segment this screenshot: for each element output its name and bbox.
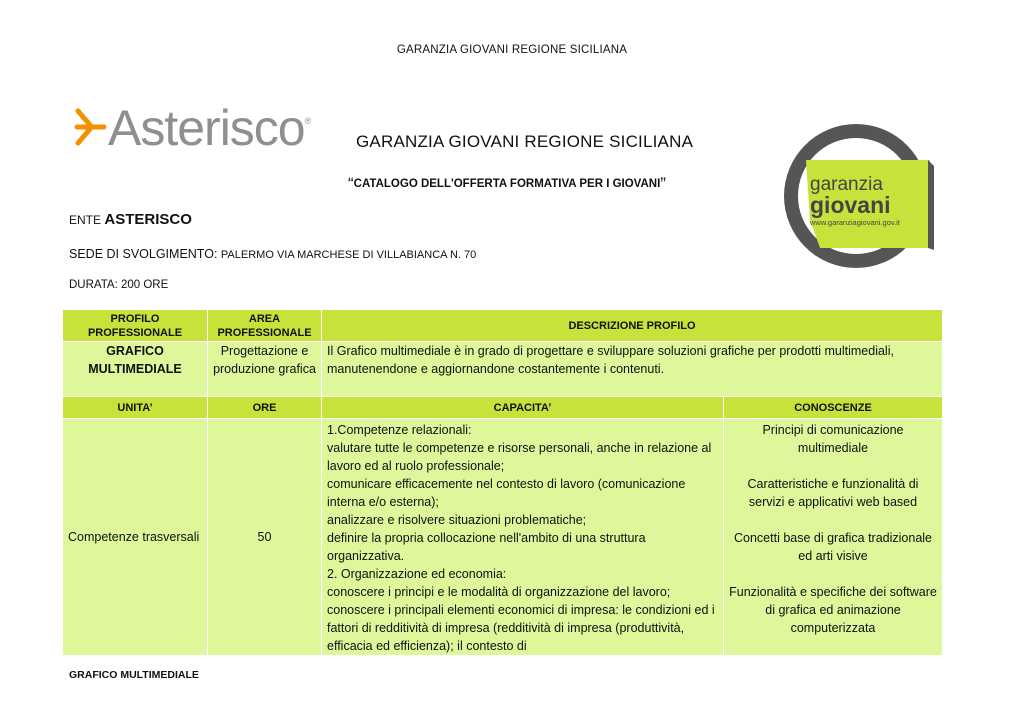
- conoscenze-item: Concetti base di grafica tradizionale ed arti visive: [733, 531, 933, 563]
- ore-header: ORE: [208, 397, 322, 419]
- course-table: [62, 309, 943, 656]
- running-header: GARANZIA GIOVANI REGIONE SICILIANA: [396, 44, 628, 56]
- page-title: GARANZIA GIOVANI REGIONE SICILIANA: [356, 132, 694, 151]
- area-cell: Progettazione e produzione grafica: [208, 342, 322, 397]
- profile-row: [63, 342, 943, 397]
- ente-label: ENTE: [69, 213, 102, 227]
- area-header: AREA PROFESSIONALE: [208, 310, 322, 342]
- catalog-subtitle: [348, 174, 666, 194]
- close-quote: ”: [660, 174, 666, 193]
- unita-cell: Competenze trasversali: [63, 419, 208, 656]
- capacita-line: conoscere i principali elementi economici di impresa: le condizioni ed i fattori di redditività di impresa (redditività di impresa (produttività, efficacia ed efficienza); il contesto di: [327, 603, 715, 653]
- descrizione-header: DESCRIZIONE PROFILO: [322, 310, 943, 342]
- capacita-header: CAPACITA’: [322, 397, 724, 419]
- garanzia-giovani-logo: [780, 120, 934, 272]
- capacita-line: analizzare e risolvere situazioni problematiche;: [327, 513, 587, 527]
- badge-line2: giovani: [810, 192, 891, 218]
- registered-mark: ®: [304, 116, 312, 126]
- sede-label: SEDE DI SVOLGIMENTO:: [69, 247, 218, 261]
- logo-wordmark: Asterisco: [108, 100, 305, 156]
- conoscenze-item: Funzionalità e specifiche dei software di grafica ed animazione computerizzata: [729, 585, 937, 635]
- ente-value: ASTERISCO: [104, 211, 192, 228]
- open-quote: “: [348, 174, 354, 193]
- profilo-header: PROFILO PROFESSIONALE: [63, 310, 208, 342]
- capacita-cell: [322, 419, 724, 656]
- capacita-line: 2. Organizzazione ed economia:: [327, 567, 507, 581]
- page-footer: GRAFICO MULTIMEDIALE: [69, 669, 199, 681]
- capacita-line: conoscere i principi e le modalità di organizzazione del lavoro;: [327, 585, 671, 599]
- unita-header: UNITA’: [63, 397, 208, 419]
- capacita-line: valutare tutte le competenze e risorse personali, anche in relazione al lavoro ed al ruolo professionale;: [327, 441, 712, 473]
- ente-line: [69, 211, 192, 228]
- asterisk-icon: [74, 105, 108, 151]
- badge-line1: garanzia: [810, 174, 883, 195]
- conoscenze-header: CONOSCENZE: [724, 397, 943, 419]
- capacita-line: 1.Competenze relazionali:: [327, 423, 472, 437]
- conoscenze-cell: [724, 419, 943, 656]
- profilo-cell: GRAFICO MULTIMEDIALE: [63, 342, 208, 397]
- unit-header-row: [63, 397, 943, 419]
- capacita-line: definire la propria collocazione nell'ambito di una struttura organizzativa.: [327, 531, 646, 563]
- ore-cell: 50: [208, 419, 322, 656]
- durata-line: DURATA: 200 ORE: [69, 279, 169, 291]
- subtitle-text: CATALOGO DELL'OFFERTA FORMATIVA PER I GIOVANI: [353, 178, 661, 190]
- capacita-line: comunicare efficacemente nel contesto di lavoro (comunicazione interna e/o esterna);: [327, 477, 686, 509]
- badge-url: www.garanziagiovani.gov.it: [810, 218, 900, 227]
- conoscenze-item: Caratteristiche e funzionalità di servizi e applicativi web based: [747, 477, 919, 509]
- unit-row: [63, 419, 943, 656]
- asterisco-logo: [74, 102, 334, 154]
- sede-value: PALERMO VIA MARCHESE DI VILLABIANCA N. 70: [220, 249, 477, 261]
- profile-header-row: [63, 310, 943, 342]
- descrizione-cell: Il Grafico multimediale è in grado di progettare e sviluppare soluzioni grafiche per prodotti multimediali, manutenendone e aggiornandone costantemente i contenuti.: [322, 342, 943, 397]
- conoscenze-item: Principi di comunicazione multimediale: [762, 423, 904, 455]
- sede-line: [69, 247, 476, 261]
